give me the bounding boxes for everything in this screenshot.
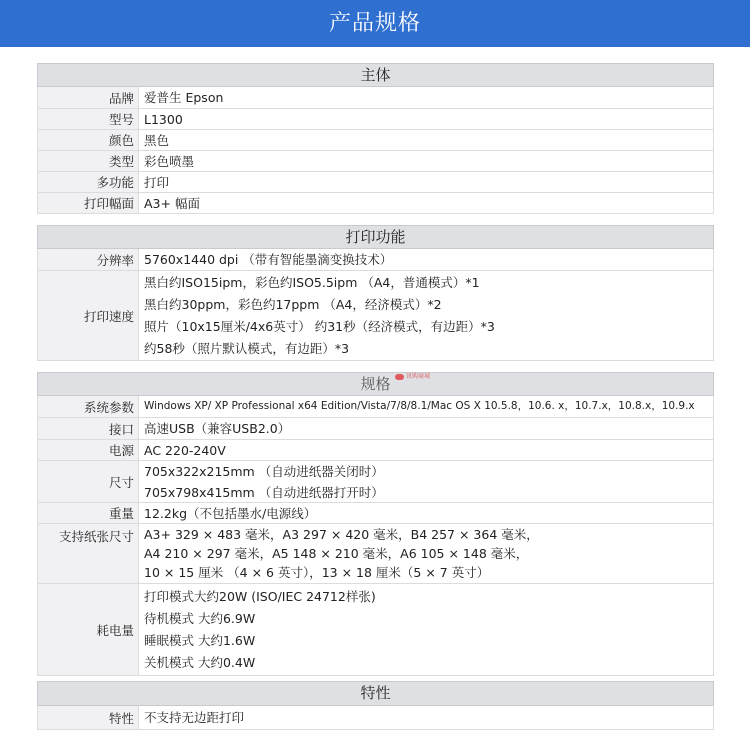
- page-banner: [0, 0, 750, 47]
- spec-value: 5760x1440 dpi （带有智能墨滴变换技术）: [144, 252, 393, 267]
- spec-value: L1300: [144, 111, 183, 127]
- spec-value: 高速USB（兼容USB2.0）: [144, 421, 291, 436]
- watermark-text: 讯购商城: [405, 373, 430, 380]
- spec-row-multifunction: [37, 172, 714, 193]
- spec-value: 彩色喷墨: [144, 153, 195, 169]
- spec-label: 品牌: [38, 87, 139, 108]
- spec-value: 睡眠模式 大约1.6W: [144, 632, 256, 648]
- spec-label: 重量: [38, 503, 139, 523]
- spec-label: 分辨率: [38, 249, 139, 270]
- spec-row-paper-sizes: [37, 524, 714, 584]
- spec-value: Windows XP/ XP Professional x64 Edition/Vista/7/8/8.1/Mac OS X 10.5.8，10.6. x，10.7.x，10.8.x，10.9.x: [144, 400, 695, 412]
- spec-value: 黑色: [144, 132, 170, 148]
- spec-row-interface: [37, 418, 714, 440]
- spec-value: 黑白约ISO15ipm，彩色约ISO5.5ipm （A4，普通模式）*1: [144, 274, 480, 290]
- spec-label: 支持纸张尺寸: [38, 524, 139, 583]
- spec-row-weight: [37, 503, 714, 524]
- watermark-logo-icon: [395, 374, 404, 380]
- spec-row-color: [37, 130, 714, 151]
- section-spec-header: [37, 372, 714, 396]
- spec-label: 接口: [38, 418, 139, 439]
- spec-value: 待机模式 大约6.9W: [144, 610, 256, 626]
- spec-row-resolution: [37, 249, 714, 271]
- spec-value: 705x322x215mm （自动进纸器关闭时）: [144, 463, 384, 479]
- spec-value: 打印: [144, 174, 170, 190]
- spec-value: 爱普生 Epson: [144, 90, 224, 105]
- spec-value: A4 210 × 297 毫米，A5 148 × 210 毫米，A6 105 × 148 毫米，: [144, 546, 529, 561]
- spec-label: 型号: [38, 109, 139, 129]
- banner-title: 产品规格: [328, 11, 421, 36]
- section-feature: [37, 681, 714, 730]
- section-spec: [37, 372, 714, 676]
- section-main: [37, 63, 714, 214]
- spec-value: 关机模式 大约0.4W: [144, 654, 256, 670]
- spec-row-feature: [37, 706, 714, 730]
- spec-label: 打印速度: [38, 271, 139, 360]
- section-print: [37, 225, 714, 361]
- spec-row-os: [37, 396, 714, 418]
- spec-row-print-size: [37, 193, 714, 214]
- section-spec-title: 规格: [360, 375, 391, 393]
- spec-value: A3+ 329 × 483 毫米，A3 297 × 420 毫米，B4 257 × 364 毫米，: [144, 527, 539, 542]
- spec-value: 打印模式大约20W (ISO/IEC 24712样张): [144, 588, 376, 604]
- spec-label: 打印幅面: [38, 193, 139, 213]
- spec-value: 10 × 15 厘米 （4 × 6 英寸），13 × 18 厘米（5 × 7 英寸）: [144, 565, 490, 580]
- spec-label: 电源: [38, 440, 139, 460]
- spec-row-power-consumption: [37, 584, 714, 676]
- watermark: [395, 373, 430, 381]
- spec-value: 约58秒（照片默认模式，有边距）*3: [144, 340, 350, 356]
- spec-label: 颜色: [38, 130, 139, 150]
- spec-value: 照片（10x15厘米/4x6英寸） 约31秒（经济模式，有边距）*3: [144, 318, 495, 334]
- spec-label: 尺寸: [38, 461, 139, 502]
- spec-label: 类型: [38, 151, 139, 171]
- spec-row-dimensions: [37, 461, 714, 503]
- section-main-title: 主体: [37, 63, 714, 87]
- spec-label: 系统参数: [38, 396, 139, 417]
- spec-row-print-speed: [37, 271, 714, 361]
- spec-value: A3+ 幅面: [144, 195, 200, 211]
- spec-value: 黑白约30ppm，彩色约17ppm （A4，经济模式）*2: [144, 296, 442, 312]
- section-feature-title: 特性: [37, 681, 714, 706]
- spec-row-power: [37, 440, 714, 461]
- spec-row-brand: [37, 87, 714, 109]
- spec-label: 耗电量: [38, 584, 139, 675]
- spec-row-model: [37, 109, 714, 130]
- spec-value: 不支持无边距打印: [144, 710, 245, 725]
- spec-value: 12.2kg（不包括墨水/电源线）: [144, 505, 317, 521]
- spec-label: 多功能: [38, 172, 139, 192]
- spec-value: 705x798x415mm （自动进纸器打开时）: [144, 484, 384, 500]
- spec-row-type: [37, 151, 714, 172]
- spec-label: 特性: [38, 706, 139, 729]
- spec-value: AC 220-240V: [144, 442, 226, 458]
- section-print-title: 打印功能: [37, 225, 714, 249]
